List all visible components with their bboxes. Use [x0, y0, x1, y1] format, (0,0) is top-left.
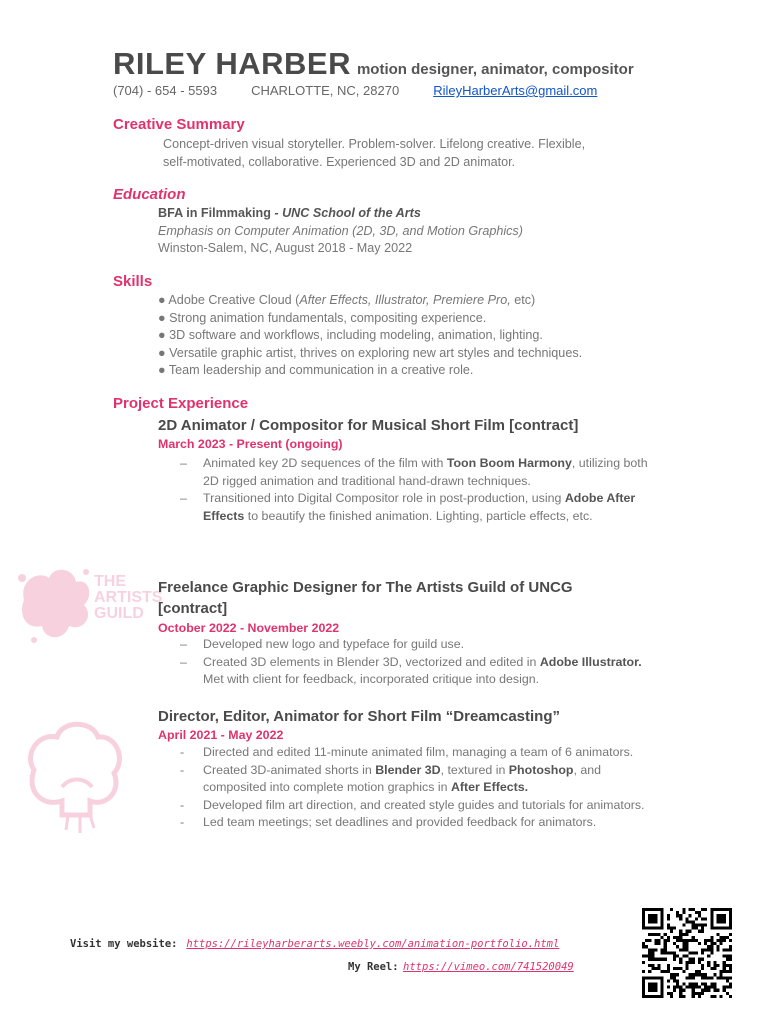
website-label: Visit my website: — [70, 938, 178, 950]
emphasis: Emphasis on Computer Animation (2D, 3D, and Motion Graphics) — [158, 223, 523, 238]
skill-item: ● Versatile graphic artist, thrives on exploring new art styles and techniques. — [158, 345, 583, 360]
contact-line — [113, 83, 597, 98]
qr-code-icon[interactable] — [642, 907, 732, 999]
job-dates: March 2023 - Present (ongoing) — [158, 437, 343, 451]
name-text: RILEY HARBER — [113, 46, 351, 81]
skill-item: ● Adobe Creative Cloud (After Effects, Illustrator, Premiere Pro, etc) — [158, 293, 536, 307]
skill-item: ● Team leadership and communication in a creative role. — [158, 363, 474, 377]
summary-heading: Creative Summary — [113, 116, 245, 133]
reel-label: My Reel: — [348, 961, 399, 973]
list-item: - Created 3D-animated shorts in Blender 3D, textured in Photoshop, and composited into complete motion graphics in After Effects. — [180, 762, 602, 794]
job-title: Director, Editor, Animator for Short Film “Dreamcasting” — [158, 708, 561, 725]
job-dates: October 2022 - November 2022 — [158, 621, 340, 635]
phone: (704) - 654 - 5593 — [113, 83, 218, 98]
list-item: – Created 3D elements in Blender 3D, vectorized and edited in Adobe Illustrator. Met with client for feedback, incorporated critique into design. — [180, 654, 642, 686]
projects-heading: Project Experience — [113, 395, 249, 412]
job-bullets — [176, 636, 656, 689]
skills-heading: Skills — [113, 273, 153, 290]
list-item: - Developed film art direction, and created style guides and tutorials for animators. — [180, 797, 645, 812]
job-bullets — [176, 455, 656, 525]
skills-list — [158, 292, 678, 380]
summary-text — [163, 136, 663, 171]
education-location-dates: Winston-Salem, NC, August 2018 - May 2022 — [158, 241, 413, 255]
list-item: - Led team meetings; set deadlines and provided feedback for animators. — [180, 815, 597, 829]
website-link[interactable]: https://rileyharberarts.weebly.com/animation-portfolio.html — [186, 938, 560, 950]
cloud-character-icon — [22, 715, 127, 835]
job-dates: April 2021 - May 2022 — [158, 728, 284, 742]
school: - UNC School of the Arts — [270, 206, 421, 220]
job-title: Freelance Graphic Designer for The Artists Guild of UNCG [contract] — [158, 579, 573, 617]
resume-name — [113, 46, 634, 82]
summary-line: self-motivated, collaborative. Experienced 3D and 2D animator. — [163, 154, 516, 169]
reel-link[interactable]: https://vimeo.com/741520049 — [403, 961, 574, 973]
summary-line: Concept-driven visual storyteller. Problem-solver. Lifelong creative. Flexible, — [163, 137, 586, 151]
skill-item: ● 3D software and workflows, including modeling, animation, lighting. — [158, 328, 543, 342]
job-title: 2D Animator / Compositor for Musical Short Film [contract] — [158, 417, 579, 434]
list-item: - Directed and edited 11-minute animated film, managing a team of 6 animators. — [180, 745, 634, 759]
education-block — [158, 205, 678, 258]
education-heading: Education — [113, 186, 186, 203]
email-link[interactable]: RileyHarberArts@gmail.com — [433, 83, 598, 98]
website-row — [70, 934, 559, 952]
job-bullets — [176, 744, 656, 832]
degree: BFA in Filmmaking — [158, 206, 271, 220]
list-item: – Developed new logo and typeface for guild use. — [180, 637, 465, 651]
list-item: – Animated key 2D sequences of the film with Toon Boom Harmony, utilizing both 2D rigged animation and traditional hand-drawn techniques. — [180, 456, 648, 488]
tagline: motion designer, animator, compositor — [356, 61, 634, 78]
location: CHARLOTTE, NC, 28270 — [251, 83, 400, 98]
artists-guild-logo: THE ARTISTS GUILD — [14, 560, 164, 650]
reel-row — [348, 957, 574, 975]
skill-item: ● Strong animation fundamentals, compositing experience. — [158, 310, 487, 325]
list-item: – Transitioned into Digital Compositor role in post-production, using Adobe After Effects to beautify the finished animation. Lighting, particle effects, etc. — [180, 491, 636, 523]
